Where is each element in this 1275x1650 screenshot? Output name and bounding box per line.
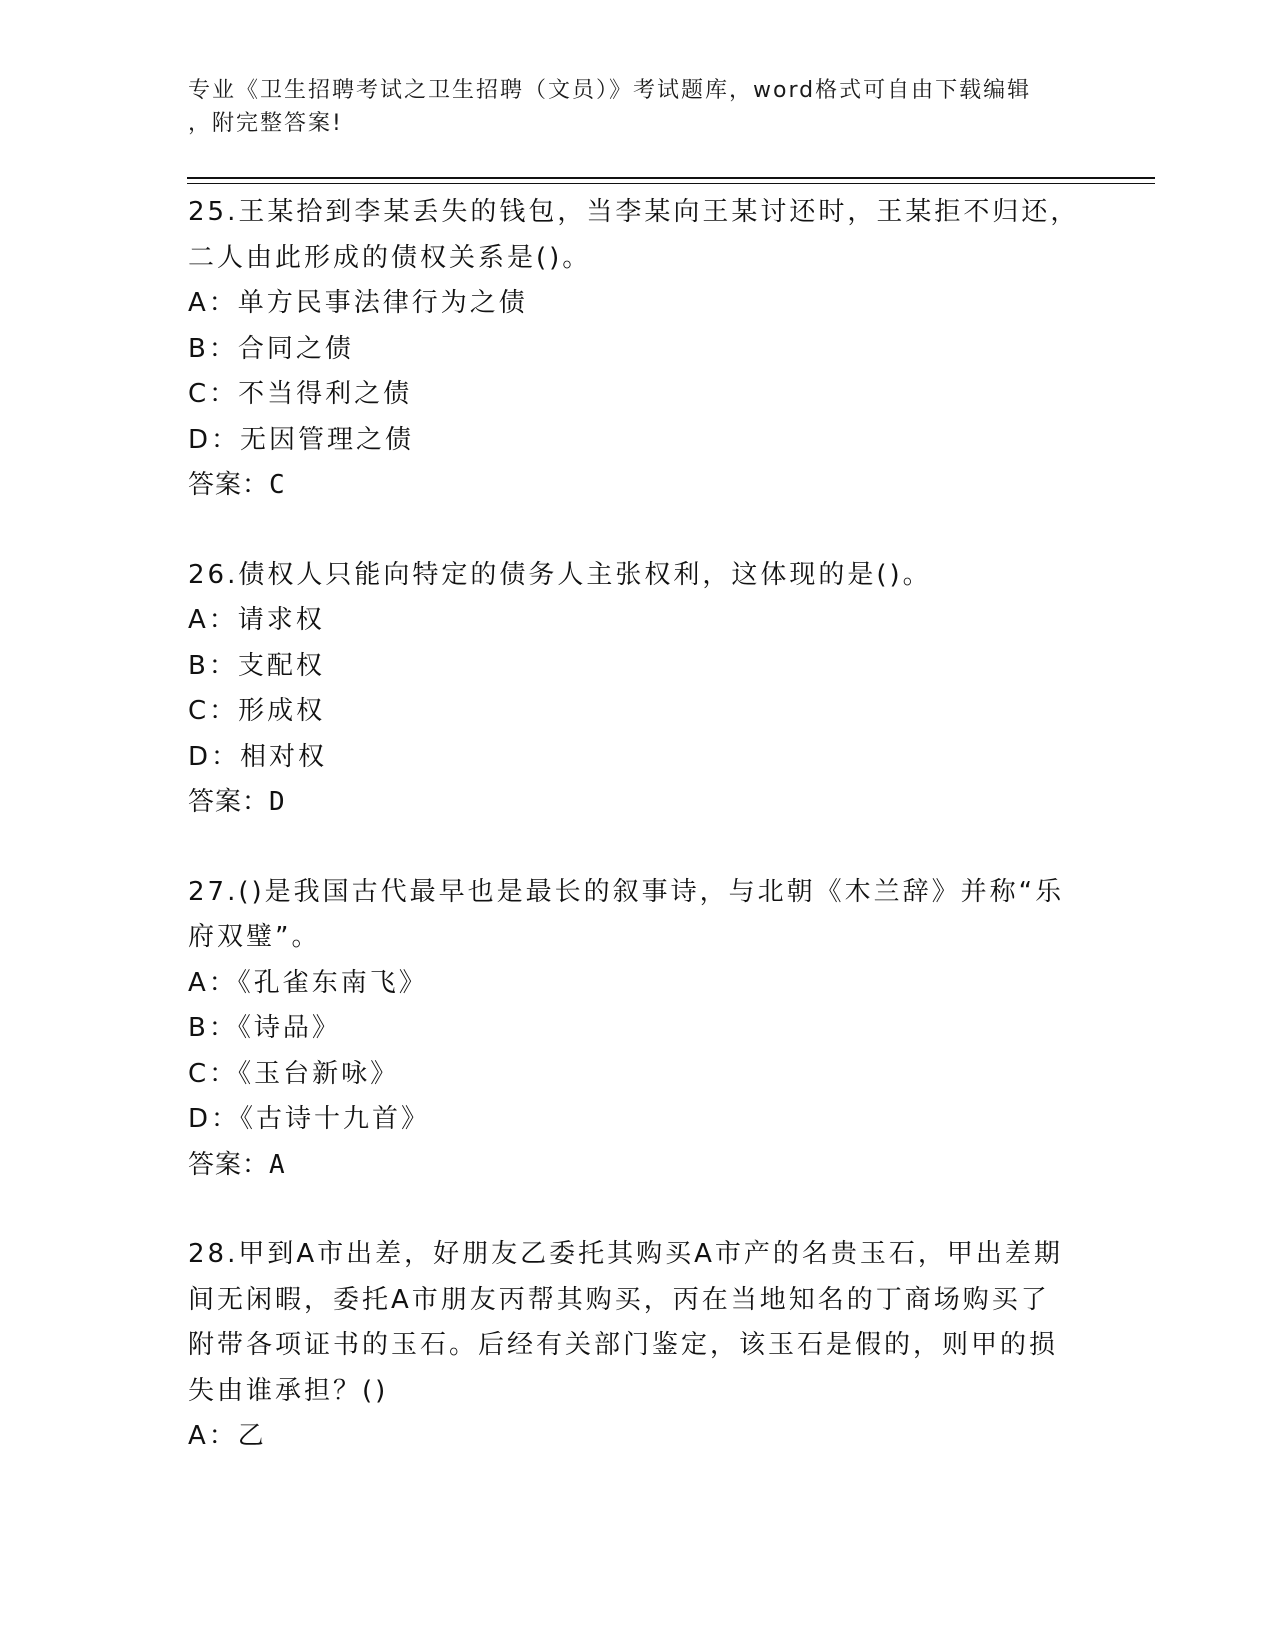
question-25 (188, 190, 1088, 509)
option-b: B：合同之债 (188, 333, 354, 364)
option-b: B：《诗品》 (188, 1013, 341, 1043)
answer-line (188, 1143, 1088, 1189)
option-a: A：《孔雀东南飞》 (188, 967, 428, 998)
header-line-1: 专业《卫生招聘考试之卫生招聘（文员）》考试题库，word格式可自由下载编辑 (188, 78, 1032, 103)
question-28 (188, 1232, 1088, 1460)
question-stem-line: 25.王某拾到李某丢失的钱包，当李某向王某讨还时，王某拒不归还， (188, 197, 1080, 227)
question-stem-line: 26.债权人只能向特定的债务人主张权利，这体现的是()。 (188, 559, 932, 590)
question-stem-line: 失由谁承担？() (188, 1375, 389, 1406)
question-stem-line: 间无闲暇，委托A市朋友丙帮其购买，丙在当地知名的丁商场购买了 (188, 1284, 1050, 1315)
question-stem-line: 府双璧”。 (188, 922, 321, 952)
answer-label: 答案： (188, 470, 270, 500)
option-a: A：乙 (188, 1421, 267, 1451)
question-stem-line: 27.()是我国古代最早也是最长的叙事诗，与北朝《木兰辞》并称“乐 (188, 876, 1065, 907)
option-b: B：支配权 (188, 650, 325, 681)
option-c: C：《玉台新咏》 (188, 1058, 400, 1089)
answer-label: 答案： (188, 787, 270, 817)
document-header (188, 74, 1068, 140)
question-stem-line: 28.甲到A市出差，好朋友乙委托其购买A市产的名贵玉石，甲出差期 (188, 1239, 1063, 1269)
option-c: C：不当得利之债 (188, 379, 413, 409)
option-d: D：无因管理之债 (188, 424, 415, 455)
header-divider-thin (187, 183, 1155, 184)
answer-label: 答案： (188, 1149, 270, 1180)
answer-line (188, 463, 1088, 509)
question-stem-line: 附带各项证书的玉石。后经有关部门鉴定，该玉石是假的，则甲的损 (188, 1330, 1059, 1360)
answer-line (188, 780, 1088, 826)
header-divider-thick (187, 177, 1155, 179)
question-26 (188, 553, 1088, 826)
option-a: A：单方民事法律行为之债 (188, 288, 528, 318)
header-line-2: ，附完整答案! (188, 111, 343, 136)
answer-value: C (269, 470, 286, 500)
option-d: D：《古诗十九首》 (188, 1104, 431, 1134)
question-stem-line: 二人由此形成的债权关系是()。 (188, 242, 592, 273)
option-a: A：请求权 (188, 605, 325, 635)
answer-value: A (269, 1149, 286, 1180)
question-list (188, 190, 1088, 1504)
option-c: C：形成权 (188, 696, 326, 726)
answer-value: D (269, 787, 286, 817)
option-d: D：相对权 (188, 741, 328, 772)
question-27 (188, 870, 1088, 1189)
